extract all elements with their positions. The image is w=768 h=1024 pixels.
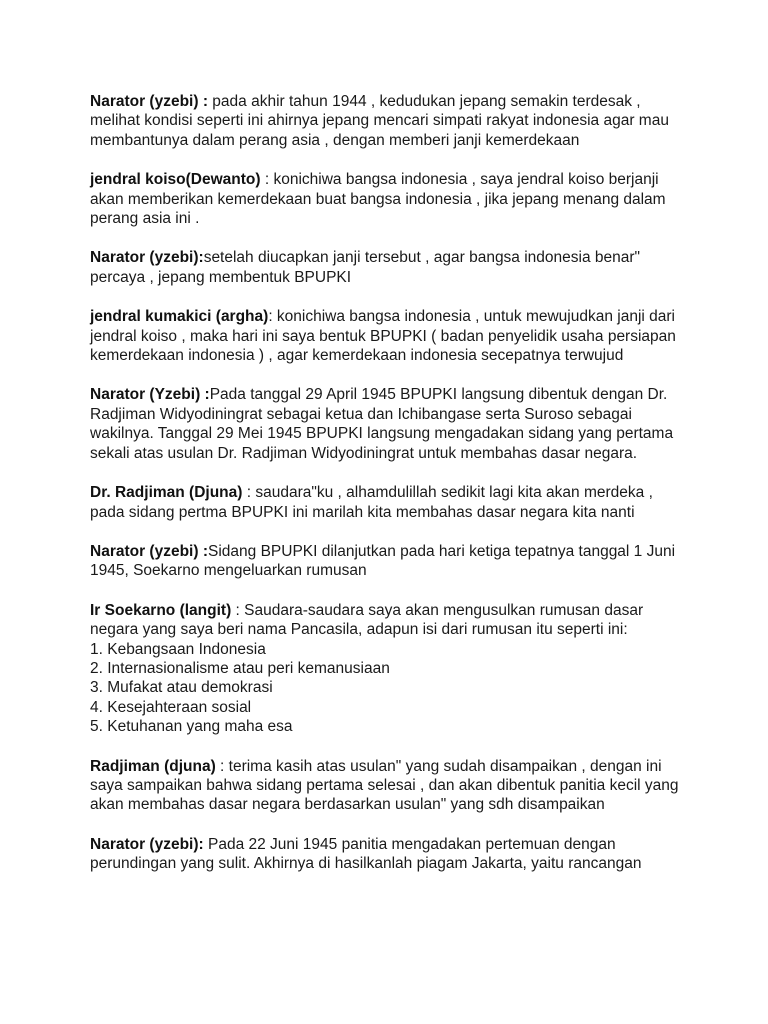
dialogue-text: Pada 22 Juni 1945 panitia mengadakan pertemuan dengan perundingan yang sulit. Akhirnya di hasilkanlah piagam Jakarta, yaitu rancangan (90, 835, 642, 873)
speaker-name: Narator (yzebi) : (90, 542, 208, 560)
pancasila-list (90, 640, 690, 737)
dialogue-paragraph (90, 248, 690, 287)
dialogue-paragraph (90, 385, 690, 463)
speaker-name: Narator (yzebi): (90, 249, 204, 267)
speaker-name: Narator (Yzebi) : (90, 386, 210, 404)
dialogue-text: : konichiwa bangsa indonesia , saya jendral koiso berjanji akan memberikan kemerdekaan buat bangsa indonesia , jika jepang menang dalam perang asia ini . (90, 171, 666, 228)
dialogue-paragraph (90, 542, 690, 581)
list-item: 5. Ketuhanan yang maha esa (90, 718, 293, 736)
dialogue-text: Pada tanggal 29 April 1945 BPUPKI langsung dibentuk dengan Dr. Radjiman Widyodiningrat sebagai ketua dan Ichibangase serta Suroso sebagai wakilnya. Tanggal 29 Mei 1945 BPUPKI langsung mengadakan sidang yang pertama sekali atas usulan Dr. Radjiman Widyodiningrat untuk membahas dasar negara. (90, 386, 674, 462)
speaker-name: Narator (yzebi) : (90, 93, 208, 110)
dialogue-paragraph (90, 757, 690, 815)
speaker-name: Dr. Radjiman (Djuna) (90, 484, 243, 502)
speaker-name: Ir Soekarno (langit) (90, 601, 232, 619)
dialogue-text: : saudara"ku , alhamdulillah sedikit lagi kita akan merdeka , pada sidang pertma BPUPKI ini marilah kita membahas dasar negara kita nanti (90, 484, 653, 521)
dialogue-text: : terima kasih atas usulan" yang sudah disampaikan , dengan ini saya sampaikan bahwa sidang pertama selesai , dan akan dibentuk panitia kecil yang akan membahas dasar negara berdasarkan usulan" yang sdh disampaikan (90, 757, 679, 814)
dialogue-paragraph (90, 307, 690, 365)
dialogue-paragraph (90, 835, 690, 874)
speaker-name: Radjiman (djuna) (90, 757, 216, 775)
dialogue-paragraph (90, 170, 690, 228)
list-item: 4. Kesejahteraan sosial (90, 698, 252, 716)
list-item: 3. Mufakat atau demokrasi (90, 679, 273, 697)
dialogue-text: Sidang BPUPKI dilanjutkan pada hari ketiga tepatnya tanggal 1 Juni 1945, Soekarno mengeluarkan rumusan (90, 542, 676, 580)
dialogue-text: : konichiwa bangsa indonesia , untuk mewujudkan janji dari jendral koiso , maka hari ini saya bentuk BPUPKI ( badan penyelidik usaha persiapan kemerdekaan indonesia ) , agar kemerdekaan indonesia secepatnya terwujud (90, 308, 676, 365)
speaker-name: jendral koiso(Dewanto) (90, 171, 261, 189)
dialogue-paragraph (90, 483, 690, 522)
list-item: 2. Internasionalisme atau peri kemanusiaan (90, 659, 390, 677)
dialogue-text: pada akhir tahun 1944 , kedudukan jepang semakin terdesak , melihat kondisi seperti ini ahirnya jepang mencari simpati rakyat indonesia agar mau membantunya dalam perang asia , dengan memberi janji kemerdekaan (90, 93, 669, 149)
dialogue-paragraph (90, 92, 690, 150)
speaker-name: jendral kumakici (argha) (90, 308, 269, 326)
list-item: 1. Kebangsaan Indonesia (90, 640, 266, 658)
script-text (90, 92, 690, 874)
dialogue-paragraph (90, 601, 690, 737)
dialogue-text: setelah diucapkan janji tersebut , agar bangsa indonesia benar" percaya , jepang membentuk BPUPKI (90, 249, 641, 286)
dialogue-text: : Saudara-saudara saya akan mengusulkan rumusan dasar negara yang saya beri nama Pancasila, adapun isi dari rumusan itu seperti ini: (90, 601, 644, 639)
speaker-name: Narator (yzebi): (90, 835, 204, 853)
